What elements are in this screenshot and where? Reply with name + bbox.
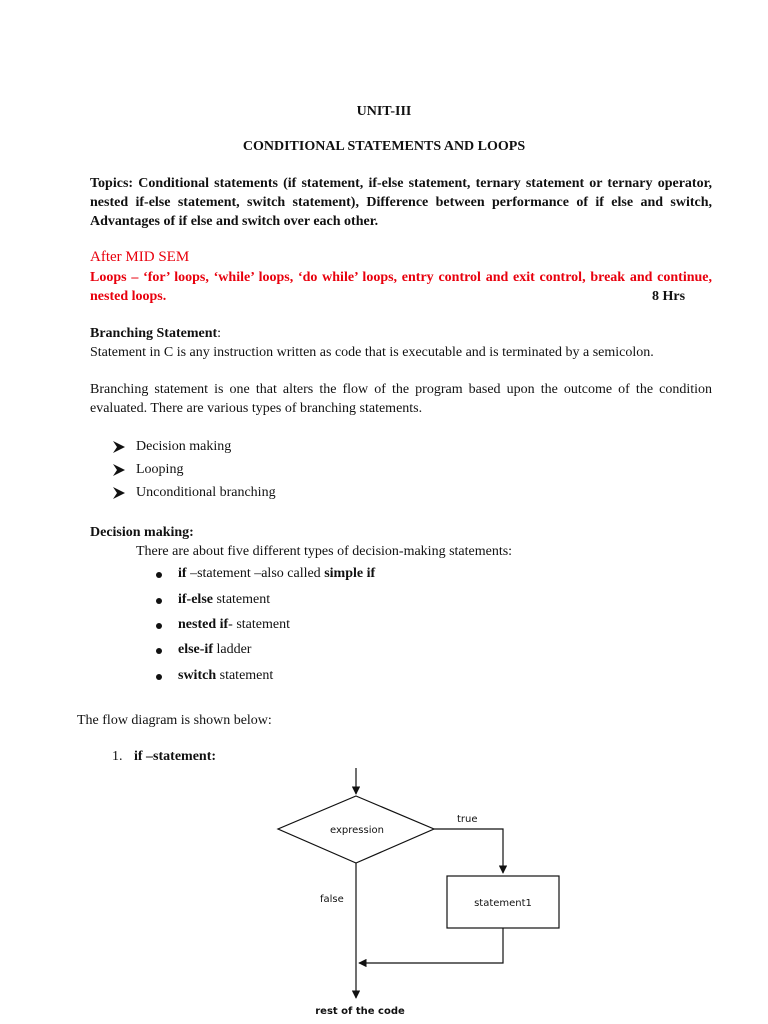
list-item-label: Unconditional branching bbox=[136, 485, 276, 500]
item-text: - statement bbox=[228, 617, 290, 632]
merge-arrow bbox=[359, 928, 503, 963]
end-label: rest of the code bbox=[315, 1006, 405, 1017]
item-keyword: if-else bbox=[178, 592, 213, 607]
bullet-dot-icon bbox=[156, 648, 162, 654]
list-item-label: Looping bbox=[136, 462, 184, 477]
loops-topics: Loops – ‘for’ loops, ‘while’ loops, ‘do while’ loops, entry control and exit control, break and continue, nested loops. bbox=[90, 270, 712, 304]
after-mid-sem-label: After MID SEM bbox=[90, 249, 190, 265]
chapter-title: CONDITIONAL STATEMENTS AND LOOPS bbox=[242, 139, 526, 154]
condition-label: expression bbox=[330, 825, 384, 836]
item-keyword: switch bbox=[178, 668, 217, 683]
bullet-dot-icon bbox=[156, 598, 162, 604]
item-text: statement bbox=[212, 592, 271, 607]
arrowhead-bullet-icon bbox=[112, 486, 126, 500]
item-keyword: nested if bbox=[178, 617, 229, 632]
bullet-dot-icon bbox=[156, 623, 162, 629]
item-text: ladder bbox=[212, 642, 252, 657]
branching-definition: Statement in C is any instruction written as code that is executable and is terminated by a semicolon. bbox=[90, 345, 654, 360]
arrowhead-bullet-icon bbox=[112, 463, 126, 477]
flow-diagram-intro: The flow diagram is shown below: bbox=[77, 713, 272, 728]
unit-heading: UNIT-III bbox=[356, 104, 412, 119]
item-keyword: else-if bbox=[178, 642, 213, 657]
list-item-label: Decision making bbox=[136, 439, 232, 454]
true-branch-arrow bbox=[434, 829, 503, 873]
bullet-dot-icon bbox=[156, 674, 162, 680]
arrowhead-bullet-icon bbox=[112, 440, 126, 454]
branching-heading bbox=[90, 324, 221, 343]
item-text: –statement –also called bbox=[186, 566, 325, 581]
branching-description: Branching statement is one that alters the flow of the program based upon the outcome of the condition evaluated. There are various types of branching statements. bbox=[90, 382, 712, 416]
branching-heading-text: Branching Statement bbox=[90, 326, 218, 341]
item-text: statement bbox=[216, 668, 274, 683]
section-number: 1. bbox=[112, 749, 123, 764]
decision-intro: There are about five different types of decision-making statements: bbox=[136, 544, 513, 559]
if-statement-flowchart bbox=[0, 760, 768, 1024]
decision-heading: Decision making: bbox=[90, 525, 194, 540]
bullet-dot-icon bbox=[156, 572, 162, 578]
section-heading: if –statement: bbox=[134, 749, 217, 764]
item-keyword: if bbox=[178, 566, 187, 581]
statement-label: statement1 bbox=[474, 898, 532, 909]
item-keyword-2: simple if bbox=[324, 566, 376, 581]
true-label: true bbox=[457, 814, 478, 825]
topics-paragraph: Topics: Conditional statements (if statement, if-else statement, ternary statement or ternary operator, nested if-else statement, switch statement), Difference between performance of if else and switch, Advantages of if else and switch over each other. bbox=[90, 176, 712, 229]
hours-label: 8 Hrs bbox=[652, 289, 686, 304]
branching-heading-colon: : bbox=[217, 326, 222, 341]
false-label: false bbox=[320, 894, 344, 905]
